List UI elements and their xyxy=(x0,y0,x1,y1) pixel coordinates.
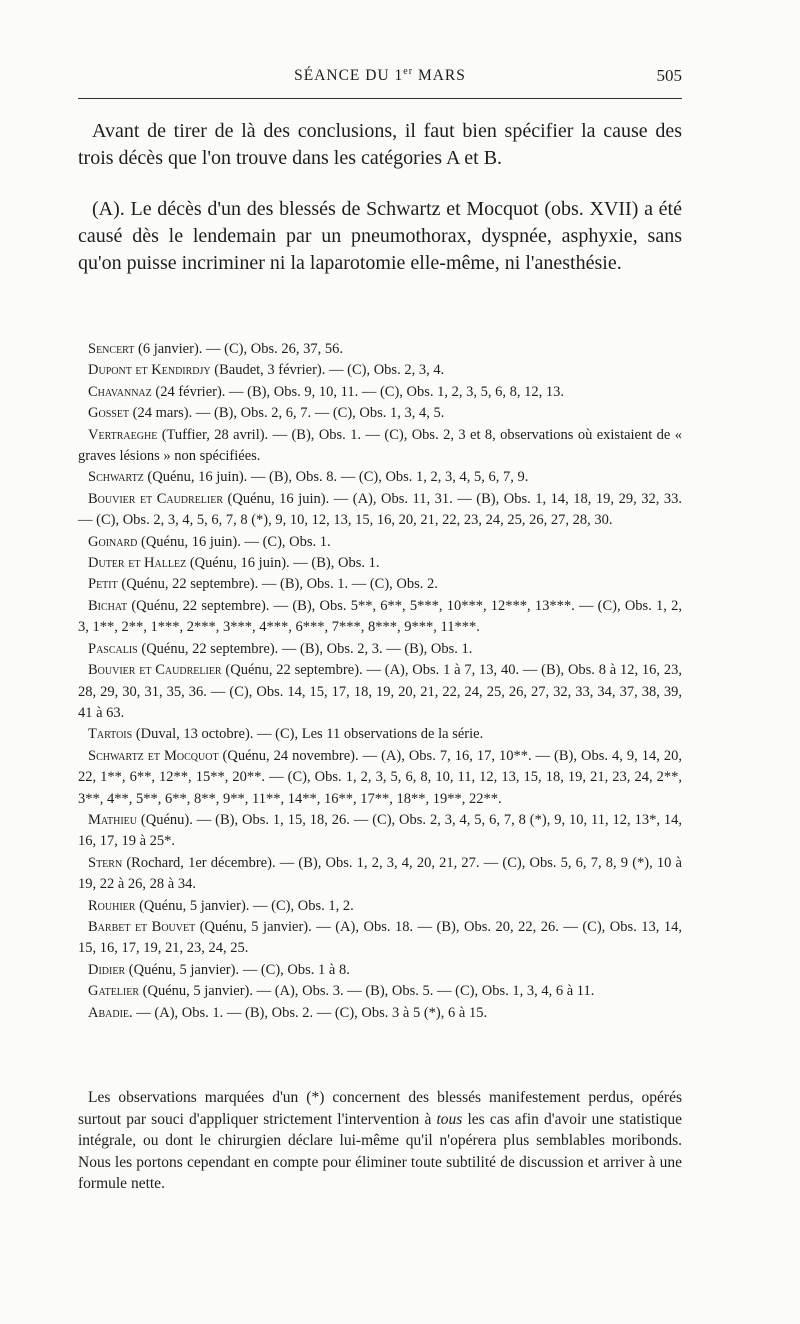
reference-details: (24 mars). — (B), Obs. 2, 6, 7. — (C), Obs. 1, 3, 4, 5. xyxy=(129,405,445,422)
reference-author: Schwartz et Mocquot xyxy=(88,747,219,764)
note-emphasis: tous xyxy=(436,1110,463,1128)
reference-author: Goinard xyxy=(88,533,138,550)
reference-entry xyxy=(78,382,682,403)
footnote-text xyxy=(78,1087,682,1195)
reference-entry xyxy=(78,960,682,981)
reference-author: Tartois xyxy=(88,726,133,743)
reference-entry xyxy=(78,746,682,810)
reference-entry xyxy=(78,425,682,468)
reference-author: Rouhier xyxy=(88,897,136,914)
reference-entry xyxy=(78,360,682,381)
reference-details: (Quénu). — (B), Obs. 1, 15, 18, 26. — (C), Obs. 2, 3, 4, 5, 6, 7, 8 (*), 9, 10, 11, 12, 13*, 14, 16, 17, 19 à 25*. xyxy=(78,811,682,850)
reference-author: Mathieu xyxy=(88,811,137,828)
reference-entry xyxy=(78,489,682,532)
reference-author: Schwartz xyxy=(88,469,144,486)
reference-details: (Quénu, 5 janvier). — (A), Obs. 18. — (B), Obs. 20, 22, 26. — (C), Obs. 13, 14, 15, 16, 17, 19, 21, 23, 24, 25. xyxy=(78,918,682,957)
page-header xyxy=(78,66,682,90)
reference-list xyxy=(78,339,682,1024)
reference-entry xyxy=(78,403,682,424)
reference-entry xyxy=(78,724,682,745)
reference-entry xyxy=(78,853,682,896)
reference-entry xyxy=(78,596,682,639)
reference-details: (Quénu, 22 septembre). — (B), Obs. 1. — (C), Obs. 2. xyxy=(117,576,438,593)
reference-entry xyxy=(78,1003,682,1024)
intro-paragraph-1: Avant de tirer de là des conclusions, il faut bien spécifier la cause des trois décès que l'on trouve dans les catégories A et B. xyxy=(78,120,682,169)
reference-entry xyxy=(78,467,682,488)
reference-author: Vertraeghe xyxy=(88,426,158,443)
reference-details: (Quénu, 5 janvier). — (C), Obs. 1, 2. xyxy=(135,897,354,914)
reference-author: Didier xyxy=(88,961,126,978)
reference-entry xyxy=(78,532,682,553)
reference-details: (Rochard, 1er décembre). — (B), Obs. 1, 2, 3, 4, 20, 21, 27. — (C), Obs. 5, 6, 7, 8, 9 (*), 10 à 19, 22 à 26, 28 à 34. xyxy=(78,854,682,893)
reference-entry xyxy=(78,896,682,917)
reference-author: Gosset xyxy=(88,405,130,422)
reference-entry xyxy=(78,574,682,595)
intro-paragraph-2: (A). Le décès d'un des blessés de Schwartz et Mocquot (obs. XVII) a été causé dès le lendemain par un pneumothorax, dyspnée, asphyxie, sans qu'on puisse incriminer ni la laparotomie elle-même, ni l'anesthésie. xyxy=(78,198,682,274)
reference-author: Barbet et Bouvet xyxy=(88,918,196,935)
reference-details: (Quénu, 24 novembre). — (A), Obs. 7, 16, 17, 10**. — (B), Obs. 4, 9, 14, 20, 22, 1**, 6**, 12**, 15**, 20**. — (C), Obs. 1, 2, 3, 5, 6, 8, 10, 11, 12, 13, 15, 18, 19, 21, 23, 24, 2**, 3**, 4**, 5**, 6**, 8**, 9**, 11**, 14**, 16**, 17**, 18**, 19**, 22**. xyxy=(78,747,682,807)
reference-details: (Quénu, 22 septembre). — (B), Obs. 5**, 6**, 5***, 10***, 12***, 13***. — (C), Obs. 1, 2, 3, 1**, 2**, 1***, 2***, 3***, 4***, 6***, 7***, 8***, 9***, 11***. xyxy=(78,597,682,636)
reference-author: Petit xyxy=(88,576,118,593)
reference-author: Sencert xyxy=(88,341,135,357)
reference-entry xyxy=(78,917,682,960)
reference-details: (Baudet, 3 février). — (C), Obs. 2, 3, 4. xyxy=(210,362,445,379)
reference-details: (Quénu, 16 juin). — (A), Obs. 11, 31. — (B), Obs. 1, 14, 18, 19, 29, 32, 33. — (C), Obs. 2, 3, 4, 5, 6, 7, 8 (*), 9, 10, 12, 13, 15, 16, 20, 21, 22, 23, 24, 25, 26, 27, 28, 30. xyxy=(78,490,682,529)
running-title-main: SÉANCE DU 1 xyxy=(294,67,404,85)
reference-details: (6 janvier). — (C), Obs. 26, 37, 56. xyxy=(134,341,343,357)
reference-details: . — (A), Obs. 1. — (B), Obs. 2. — (C), Obs. 3 à 5 (*), 6 à 15. xyxy=(129,1004,488,1021)
reference-details: (Quénu, 22 septembre). — (A), Obs. 1 à 7, 13, 40. — (B), Obs. 8 à 12, 16, 23, 28, 29, 30, 31, 35, 36. — (C), Obs. 14, 15, 17, 18, 19, 20, 21, 22, 24, 25, 26, 27, 32, 33, 34, 37, 38, 39, 41 à 63. xyxy=(78,662,682,721)
reference-author: Pascalis xyxy=(88,640,138,657)
reference-author: Duter et Hallez xyxy=(88,555,187,572)
header-rule xyxy=(78,98,682,99)
reference-details: (24 février). — (B), Obs. 9, 10, 11. — (C), Obs. 1, 2, 3, 5, 6, 8, 12, 13. xyxy=(151,383,565,400)
reference-details: (Quénu, 16 juin). — (C), Obs. 1. xyxy=(137,533,331,550)
reference-details: (Quénu, 16 juin). — (B), Obs. 1. xyxy=(186,555,380,572)
note-text-after: les cas afin d'avoir une statistique intégrale, ou dont le chirurgien déclare lui-même qu'il n'opérera plus semblables moribonds. Nous les portons cependant en compte pour éliminer toute subtilité de discussion et arriver à une formule nette. xyxy=(78,1110,682,1193)
reference-entry xyxy=(78,660,682,724)
reference-author: Chavannaz xyxy=(88,383,152,400)
reference-details: (Tuffier, 28 avril). — (B), Obs. 1. — (C), Obs. 2, 3 et 8, observations où existaient de « graves lésions » non spécifiées. xyxy=(78,426,682,465)
reference-author: Gatelier xyxy=(88,983,140,1000)
reference-author: Bouvier et Caudrelier xyxy=(88,490,224,507)
reference-author: Abadie xyxy=(88,1004,130,1021)
reference-author: Dupont et Kendirdjy xyxy=(88,362,211,379)
reference-entry xyxy=(78,553,682,574)
reference-author: Bouvier et Caudrelier xyxy=(88,662,222,679)
running-title-month: MARS xyxy=(413,67,466,85)
reference-entry xyxy=(78,339,682,360)
page-number: 505 xyxy=(656,66,682,85)
note-paragraph xyxy=(78,1087,682,1195)
reference-details: (Quénu, 5 janvier). — (C), Obs. 1 à 8. xyxy=(125,961,350,978)
note-text-before: Les observations marquées d'un (*) concernent des blessés manifestement perdus, opérés surtout par souci d'appliquer strictement l'intervention à xyxy=(78,1089,682,1128)
reference-entry xyxy=(78,810,682,853)
reference-details: (Duval, 13 octobre). — (C), Les 11 observations de la série. xyxy=(132,726,484,743)
reference-details: (Quénu, 16 juin). — (B), Obs. 8. — (C), Obs. 1, 2, 3, 4, 5, 6, 7, 9. xyxy=(143,469,529,486)
reference-entry xyxy=(78,639,682,660)
reference-author: Bichat xyxy=(88,597,128,614)
reference-author: Stern xyxy=(88,854,123,871)
intro-text xyxy=(78,118,682,301)
running-title xyxy=(78,66,682,85)
reference-details: (Quénu, 22 septembre). — (B), Obs. 2, 3. — (B), Obs. 1. xyxy=(137,640,473,657)
running-title-superscript: er xyxy=(403,66,414,77)
reference-entry xyxy=(78,981,682,1002)
reference-details: (Quénu, 5 janvier). — (A), Obs. 3. — (B), Obs. 5. — (C), Obs. 1, 3, 4, 6 à 11. xyxy=(139,983,595,1000)
